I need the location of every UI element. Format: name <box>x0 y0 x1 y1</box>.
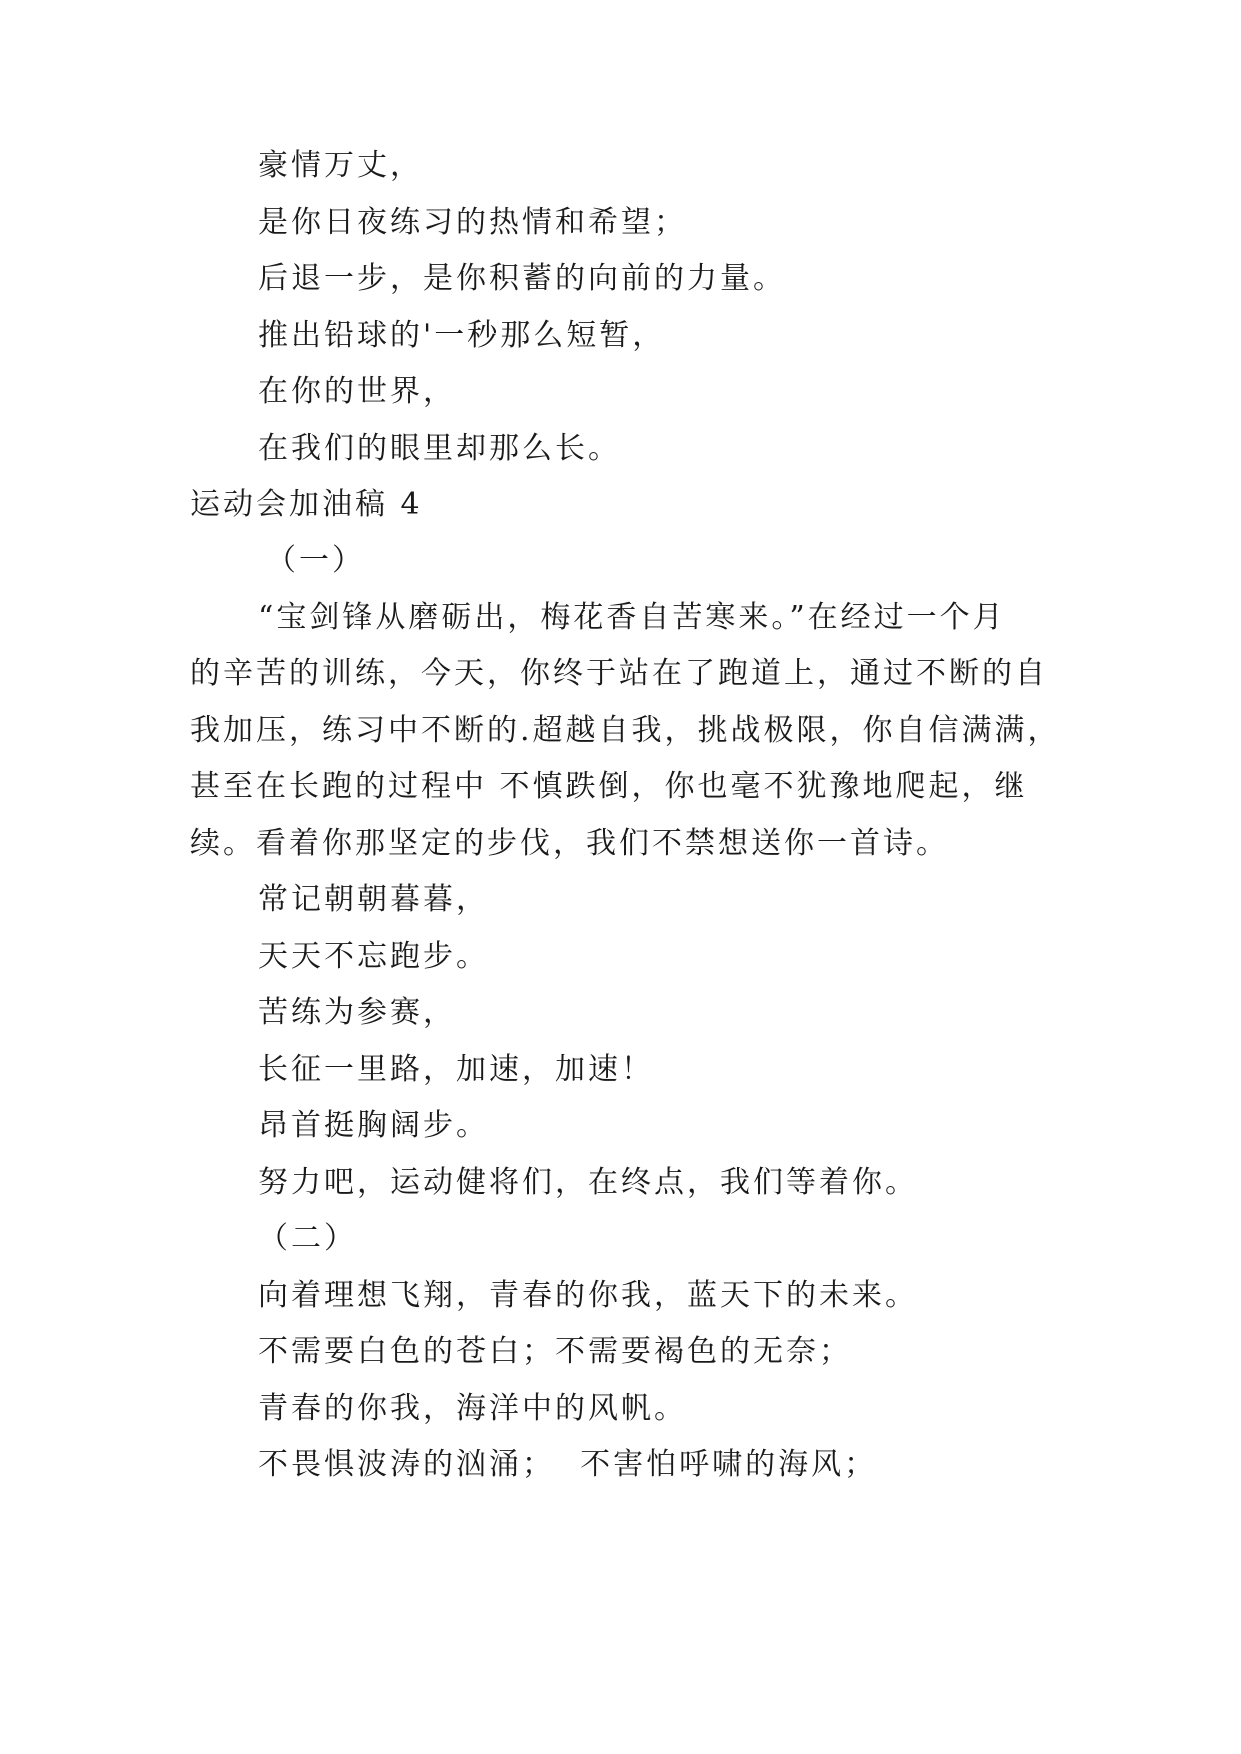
poem1-line-4: 推出铅球的'一秒那么短暂， <box>258 318 666 353</box>
poem2-line-2: 天天不忘跑步。 <box>258 939 489 974</box>
part1-label: （一） <box>266 543 365 578</box>
poem3-line-3: 青春的你我，海洋中的风帆。 <box>258 1391 687 1426</box>
poem1-line-6: 在我们的眼里却那么长。 <box>258 431 621 466</box>
poem2-line-1: 常记朝朝暮暮， <box>258 882 489 917</box>
paragraph-line-1: “宝剑锋从磨砺出，梅花香自苦寒来。”在经过一个月 <box>258 600 1006 635</box>
paragraph-line-2: 的辛苦的训练，今天，你终于站在了跑道上，通过不断的自 <box>190 656 1048 691</box>
poem1-line-1: 豪情万丈， <box>258 148 423 183</box>
poem2-line-4: 长征一里路，加速，加速！ <box>258 1052 654 1087</box>
section-title: 运动会加油稿 4 <box>190 487 423 522</box>
poem1-line-5: 在你的世界， <box>258 374 456 409</box>
poem1-line-2: 是你日夜练习的热情和希望； <box>258 205 687 240</box>
poem3-line-4: 不畏惧波涛的汹涌； 不害怕呼啸的海风； <box>258 1447 878 1482</box>
poem3-line-1: 向着理想飞翔，青春的你我，蓝天下的未来。 <box>258 1278 918 1313</box>
paragraph-line-3: 我加压，练习中不断的.超越自我，挑战极限，你自信满满， <box>190 713 1061 748</box>
part2-label: （二） <box>258 1221 357 1256</box>
poem1-line-3: 后退一步，是你积蓄的向前的力量。 <box>258 261 786 296</box>
paragraph-line-4: 甚至在长跑的过程中 不慎跌倒，你也毫不犹豫地爬起，继 <box>190 769 1028 804</box>
poem2-line-3: 苦练为参赛， <box>258 995 456 1030</box>
poem3-line-2: 不需要白色的苍白；不需要褐色的无奈； <box>258 1334 852 1369</box>
poem2-line-6: 努力吧，运动健将们，在终点，我们等着你。 <box>258 1165 918 1200</box>
paragraph-line-5: 续。看着你那坚定的步伐，我们不禁想送你一首诗。 <box>190 826 949 861</box>
poem2-line-5: 昂首挺胸阔步。 <box>258 1108 489 1143</box>
